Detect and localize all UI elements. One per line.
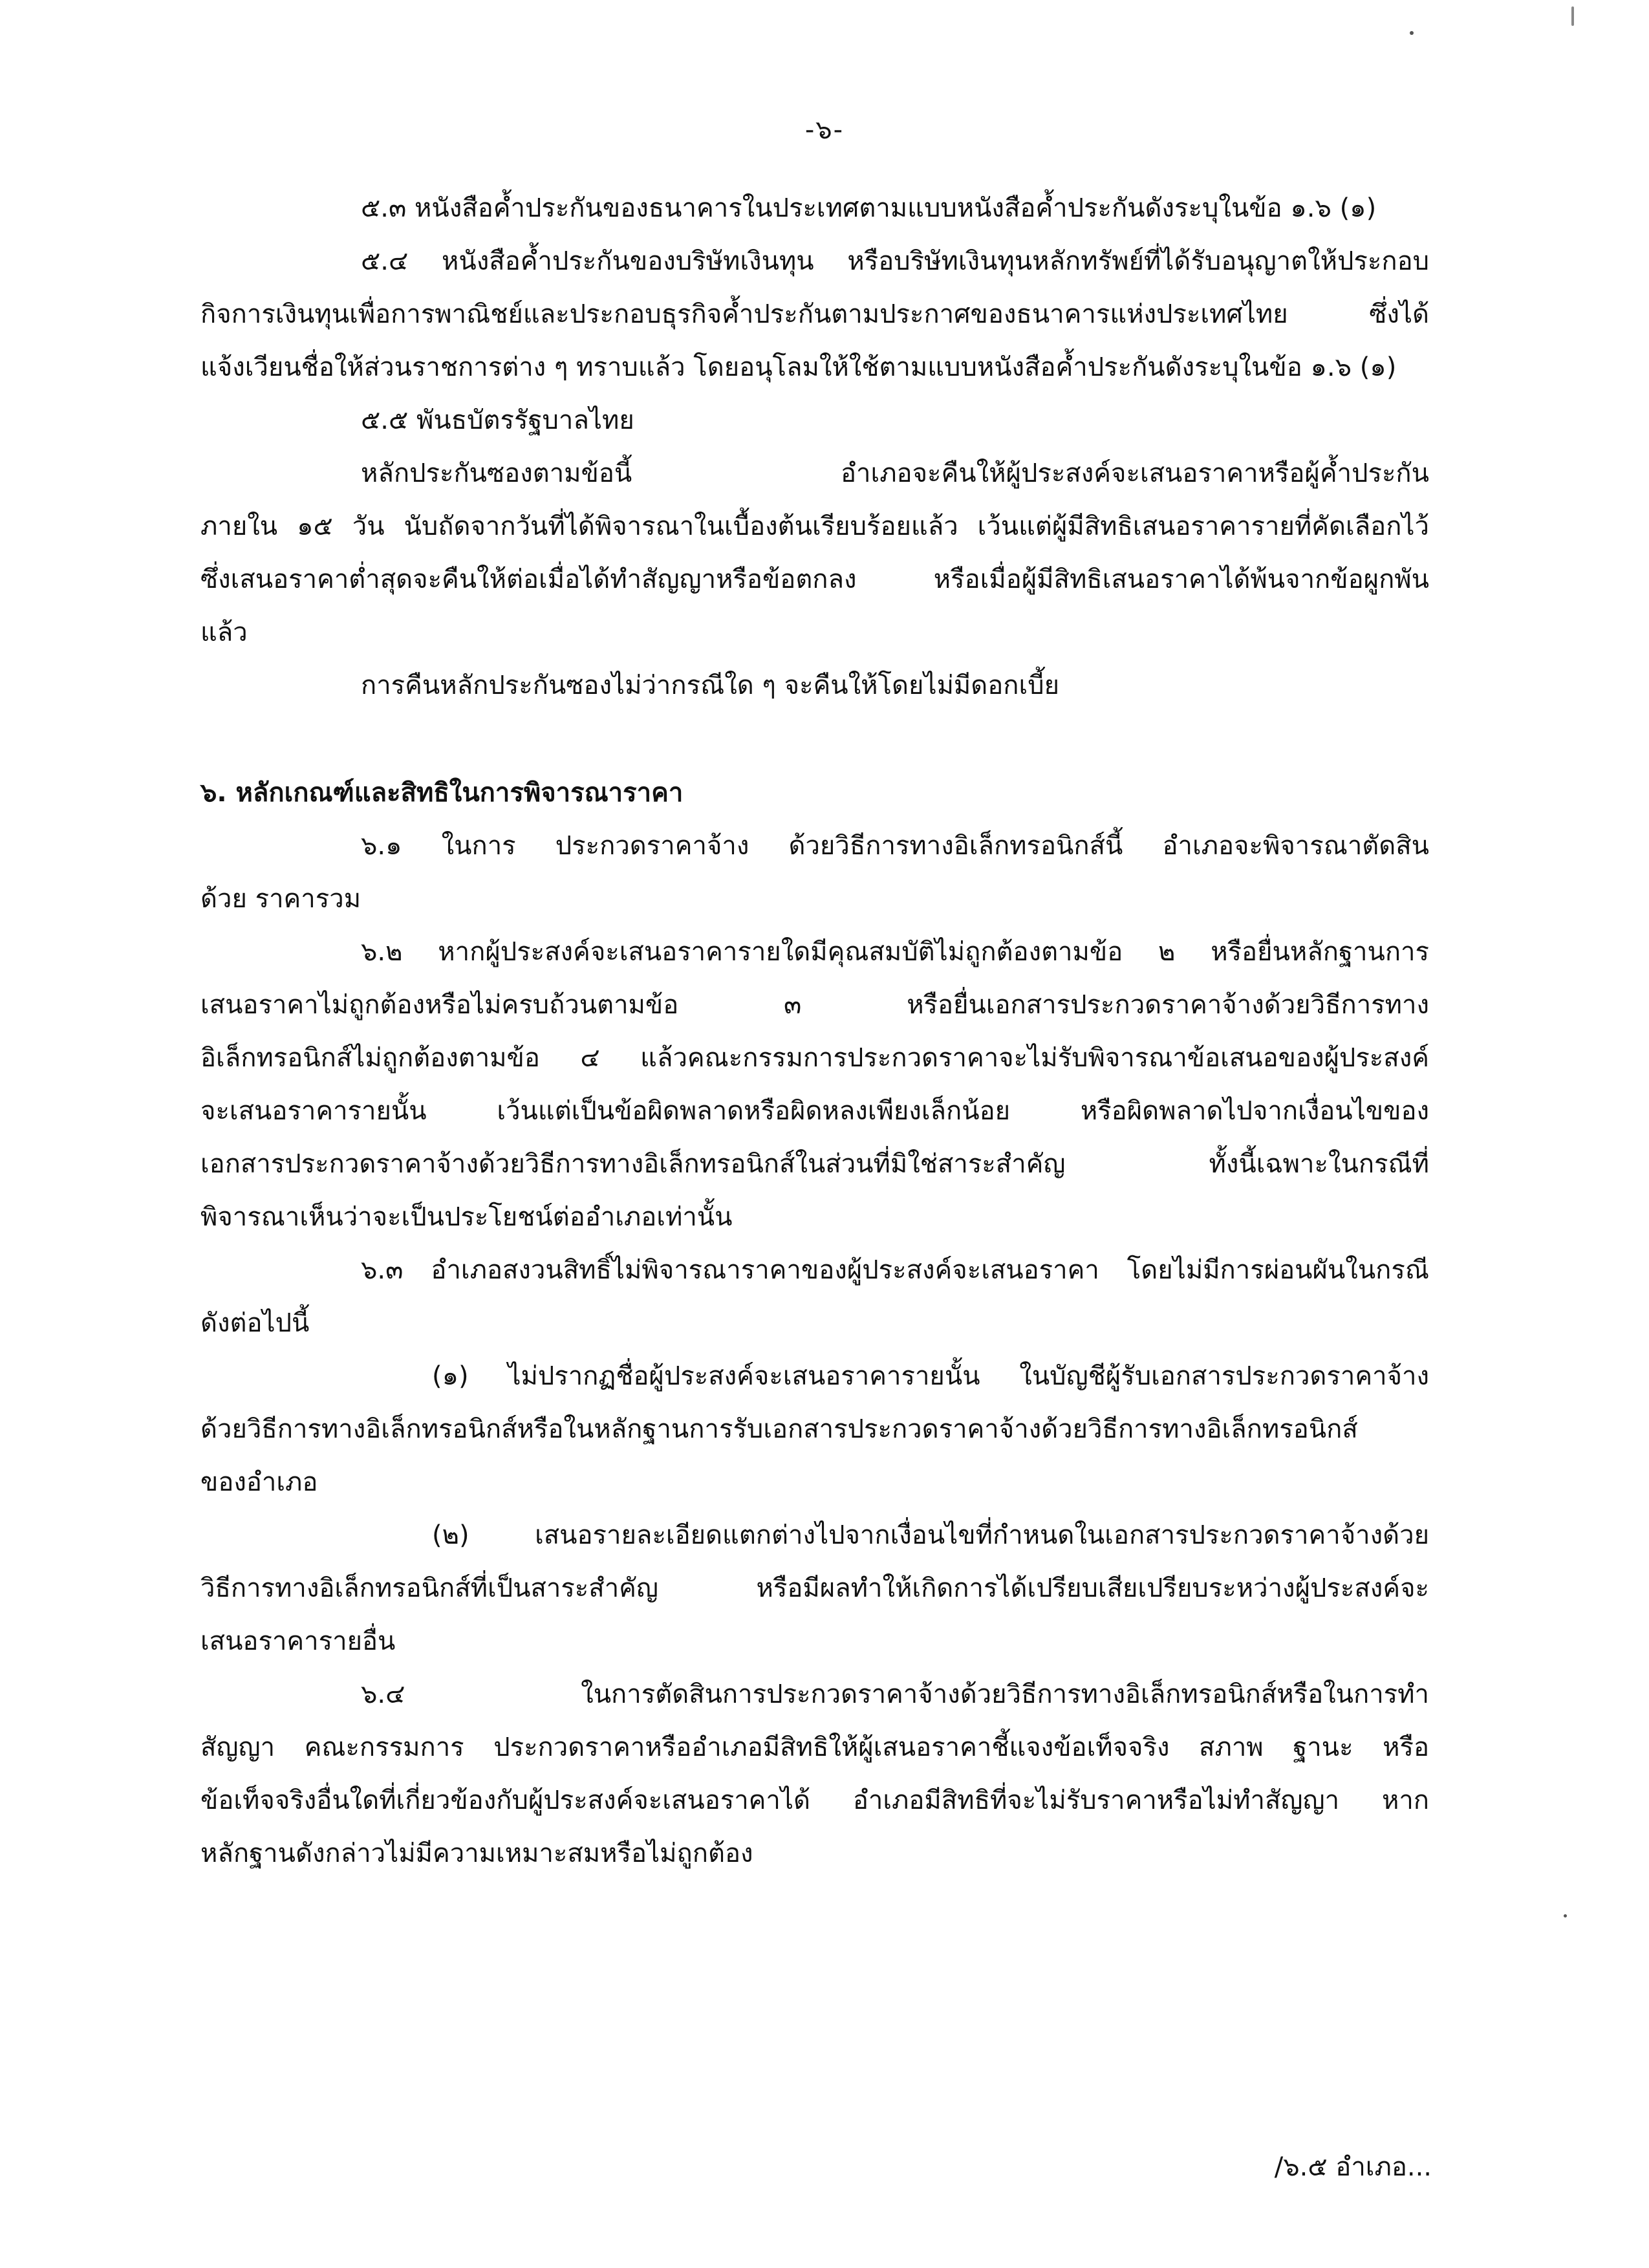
clause-5-5: ๕.๕ พันธบัตรรัฐบาลไทย [361, 405, 634, 435]
paragraph-line: ซึ่งเสนอราคาต่ำสุดจะคืนให้ต่อเมื่อได้ทำสัญญาหรือข้อตกลง หรือเมื่อผู้มีสิทธิเสนอราคาได้พ้นจากข้อผูกพัน [200, 565, 1429, 594]
scan-edge-mark [1571, 6, 1574, 26]
sub-clause-1: (๑) ไม่ปรากฏชื่อผู้ประสงค์จะเสนอราคารายนั้น ในบัญชีผู้รับเอกสารประกวดราคาจ้าง [432, 1361, 1429, 1391]
paragraph-line: จะเสนอราคารายนั้น เว้นแต่เป็นข้อผิดพลาดหรือผิดหลงเพียงเล็กน้อย หรือผิดพลาดไปจากเงื่อนไขของ [200, 1096, 1429, 1126]
paragraph-line: แล้ว [200, 618, 248, 647]
page-number: -๖- [804, 115, 845, 145]
paragraph-line: หลักฐานดังกล่าวไม่มีความเหมาะสมหรือไม่ถูกต้อง [200, 1839, 753, 1868]
paragraph-line: กิจการเงินทุนเพื่อการพาณิชย์และประกอบธุรกิจค้ำประกันตามประกาศของธนาคารแห่งประเทศไทย ซึ่งได้ [200, 299, 1429, 329]
paragraph-line: เอกสารประกวดราคาจ้างด้วยวิธีการทางอิเล็กทรอนิกส์ในส่วนที่มิใช่สาระสำคัญ ทั้งนี้เฉพาะในกรณีที่ [200, 1149, 1429, 1179]
paragraph-line: ด้วย ราคารวม [200, 884, 361, 914]
section-heading: ๖. หลักเกณฑ์และสิทธิในการพิจารณาราคา [200, 778, 684, 808]
paragraph-line: ภายใน ๑๕ วัน นับถัดจากวันที่ได้พิจารณาในเบื้องต้นเรียบร้อยแล้ว เว้นแต่ผู้มีสิทธิเสนอราคารายที่คัดเลือกไว้ [200, 512, 1429, 541]
paragraph-line: แจ้งเวียนชื่อให้ส่วนราชการต่าง ๆ ทราบแล้ว โดยอนุโลมให้ใช้ตามแบบหนังสือค้ำประกันดังระบุในข้อ ๑.๖ (๑) [200, 352, 1397, 382]
clause-6-1: ๖.๑ ในการ ประกวดราคาจ้าง ด้วยวิธีการทางอิเล็กทรอนิกส์นี้ อำเภอจะพิจารณาตัดสิน [361, 831, 1429, 861]
scan-speck [1564, 1914, 1567, 1917]
clause-6-4: ๖.๔ ในการตัดสินการประกวดราคาจ้างด้วยวิธีการทางอิเล็กทรอนิกส์หรือในการทำ [361, 1679, 1429, 1709]
clause-6-2: ๖.๒ หากผู้ประสงค์จะเสนอราคารายใดมีคุณสมบัติไม่ถูกต้องตามข้อ ๒ หรือยื่นหลักฐานการ [361, 937, 1429, 967]
paragraph-line: เสนอราคารายอื่น [200, 1626, 396, 1656]
paragraph-line: ข้อเท็จจริงอื่นใดที่เกี่ยวข้องกับผู้ประสงค์จะเสนอราคาได้ อำเภอมีสิทธิที่จะไม่รับราคาหรือไม่ทำสัญญา หาก [200, 1786, 1429, 1815]
paragraph-line: ของอำเภอ [200, 1467, 318, 1497]
clause-5-3: ๕.๓ หนังสือค้ำประกันของธนาคารในประเทศตามแบบหนังสือค้ำประกันดังระบุในข้อ ๑.๖ (๑) [361, 193, 1377, 223]
paragraph-line: ด้วยวิธีการทางอิเล็กทรอนิกส์หรือในหลักฐานการรับเอกสารประกวดราคาจ้างด้วยวิธีการทางอิเล็กทรอนิกส์ [200, 1414, 1358, 1444]
paragraph-line: พิจารณาเห็นว่าจะเป็นประโยชน์ต่ออำเภอเท่านั้น [200, 1202, 733, 1232]
paragraph-line: สัญญา คณะกรรมการ ประกวดราคาหรืออำเภอมีสิทธิให้ผู้เสนอราคาชี้แจงข้อเท็จจริง สภาพ ฐานะ หรือ [200, 1733, 1429, 1762]
paragraph-line: วิธีการทางอิเล็กทรอนิกส์ที่เป็นสาระสำคัญ หรือมีผลทำให้เกิดการได้เปรียบเสียเปรียบระหว่างผู้ประสงค์จะ [200, 1573, 1429, 1603]
clause-5-4: ๕.๔ หนังสือค้ำประกันของบริษัทเงินทุน หรือบริษัทเงินทุนหลักทรัพย์ที่ได้รับอนุญาตให้ประกอบ [361, 246, 1429, 276]
paragraph-line: การคืนหลักประกันซองไม่ว่ากรณีใด ๆ จะคืนให้โดยไม่มีดอกเบี้ย [361, 671, 1060, 700]
scan-speck [1410, 31, 1414, 35]
paragraph-line: ดังต่อไปนี้ [200, 1308, 310, 1338]
paragraph-line: เสนอราคาไม่ถูกต้องหรือไม่ครบถ้วนตามข้อ ๓ หรือยื่นเอกสารประกวดราคาจ้างด้วยวิธีการทาง [200, 990, 1429, 1020]
sub-clause-2: (๒) เสนอรายละเอียดแตกต่างไปจากเงื่อนไขที่กำหนดในเอกสารประกวดราคาจ้างด้วย [432, 1520, 1429, 1550]
clause-6-3: ๖.๓ อำเภอสงวนสิทธิ์ไม่พิจารณาราคาของผู้ประสงค์จะเสนอราคา โดยไม่มีการผ่อนผันในกรณี [361, 1255, 1429, 1285]
paragraph-line: อิเล็กทรอนิกส์ไม่ถูกต้องตามข้อ ๔ แล้วคณะกรรมการประกวดราคาจะไม่รับพิจารณาข้อเสนอของผู้ประสงค์ [200, 1043, 1429, 1073]
paragraph-line: หลักประกันซองตามข้อนี้ อำเภอจะคืนให้ผู้ประสงค์จะเสนอราคาหรือผู้ค้ำประกัน [361, 459, 1429, 488]
continuation-footer: /๖.๕ อำเภอ... [1274, 2152, 1432, 2182]
